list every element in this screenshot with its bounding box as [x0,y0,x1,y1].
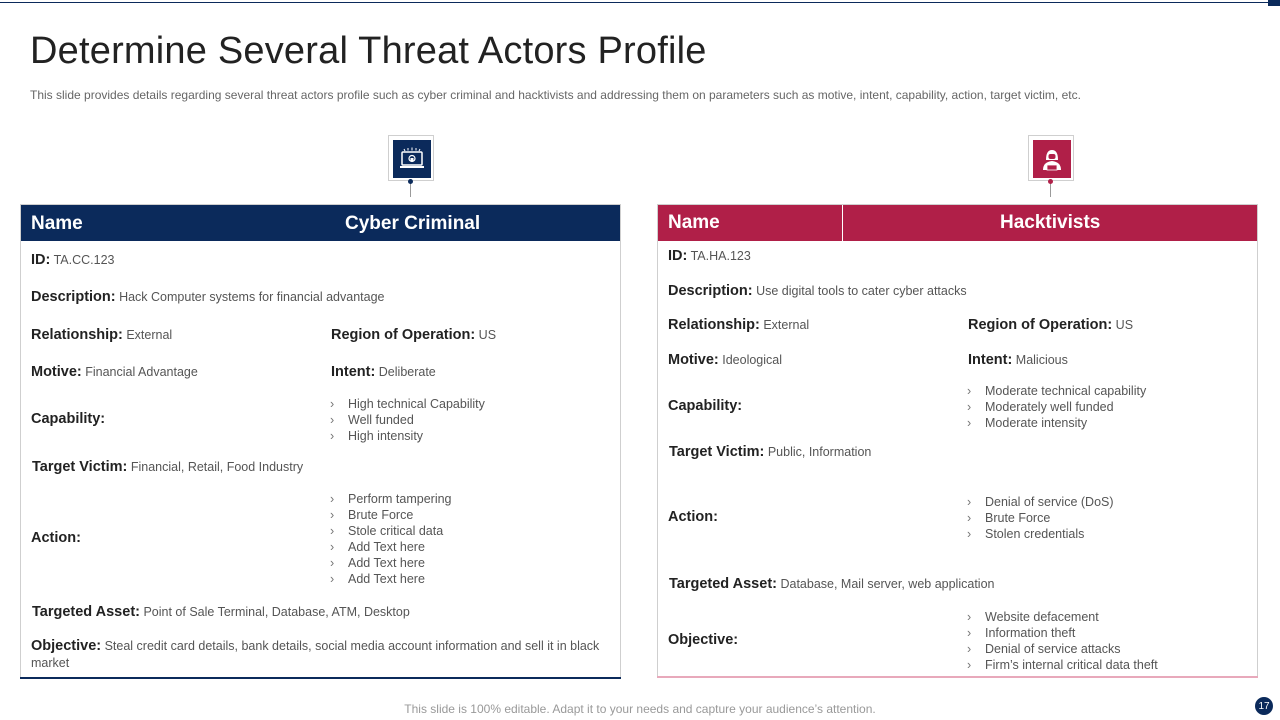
objective-label: Objective: [668,632,739,648]
list-item: › Brute Force [967,511,1051,525]
action-label: Action: [668,509,718,525]
footer-note: This slide is 100% editable. Adapt it to your needs and capture your audience’s attention. [404,702,876,716]
list-item: › High technical Capability [330,397,485,411]
target-victim-row: Target Victim: Public, Information [669,444,872,460]
intent-row: Intent: Malicious [968,352,1068,368]
right-card-bottom-line [657,676,1258,678]
list-item: › Add Text here [330,572,425,586]
list-item: › Add Text here [330,540,425,554]
capability-label: Capability: [31,411,106,427]
list-item: › Moderately well funded [967,400,1114,414]
action-list [967,494,1114,542]
capability-label: Capability: [668,398,743,414]
page-subtitle: This slide provides details regarding several threat actors profile such as cyber criminal and hacktivists and addressing them on parameters such as motive, intent, capability, action, target victim, etc. [30,88,1081,102]
action-label: Action: [31,530,81,546]
list-item: › Stole critical data [330,524,444,538]
page-title: Determine Several Threat Actors Profile [30,30,707,72]
description-row: Description: Use digital tools to cater cyber attacks [668,283,967,299]
name-label: Name [31,213,83,234]
cyber-criminal-name: Cyber Criminal [345,213,481,234]
left-icon-dot [408,179,413,184]
list-item: › Denial of service attacks [967,642,1121,656]
cyber-criminal-card-header [21,205,620,241]
list-item: › High intensity [330,429,424,443]
header-divider [842,205,843,241]
top-corner-mark [1268,0,1280,6]
relationship-row: Relationship: External [31,327,173,343]
hacktivists-card [657,204,1258,678]
list-item: › Website defacement [967,610,1099,624]
list-item: › Moderate technical capability [967,384,1147,398]
intent-row: Intent: Deliberate [331,364,436,380]
hacktivists-icon-box [1028,135,1074,181]
hacktivists-name: Hacktivists [1000,212,1101,233]
computer-hacker-icon [393,140,431,178]
list-item: › Denial of service (DoS) [967,495,1114,509]
objective-list [967,609,1158,673]
hooded-hacker-icon [1033,140,1071,178]
target-victim-row: Target Victim: Financial, Retail, Food Industry [32,459,304,475]
region-row: Region of Operation: US [968,317,1134,333]
list-item: › Moderate intensity [967,416,1088,430]
cyber-criminal-card [20,204,621,678]
capability-list [330,396,485,444]
list-item: › Information theft [967,626,1076,640]
description-row: Description: Hack Computer systems for financial advantage [31,289,385,305]
action-list [330,491,452,587]
capability-list [967,383,1146,431]
list-item: › Stolen credentials [967,527,1085,541]
page-number-badge: 17 [1255,697,1273,715]
region-row: Region of Operation: US [331,327,497,343]
id-row: ID: TA.CC.123 [31,252,115,268]
relationship-row: Relationship: External [668,317,810,333]
hacktivists-card-header [658,205,1257,241]
top-accent-line [0,2,1268,3]
list-item: › Brute Force [330,508,414,522]
list-item: › Perform tampering [330,492,452,506]
name-label: Name [668,212,720,233]
cyber-criminal-icon-box [388,135,434,181]
id-row: ID: TA.HA.123 [668,248,751,264]
list-item: › Well funded [330,413,414,427]
motive-row: Motive: Ideological [668,352,782,368]
motive-row: Motive: Financial Advantage [31,364,198,380]
list-item: › Add Text here [330,556,425,570]
left-card-bottom-line [20,677,621,679]
right-icon-dot [1048,179,1053,184]
targeted-asset-row: Targeted Asset: Point of Sale Terminal, Database, ATM, Desktop [32,604,410,620]
targeted-asset-row: Targeted Asset: Database, Mail server, web application [669,576,995,592]
objective-row: Objective: Steal credit card details, bank details, social media account information and sell it in black market [31,638,600,670]
list-item: › Firm’s internal critical data theft [967,658,1158,672]
